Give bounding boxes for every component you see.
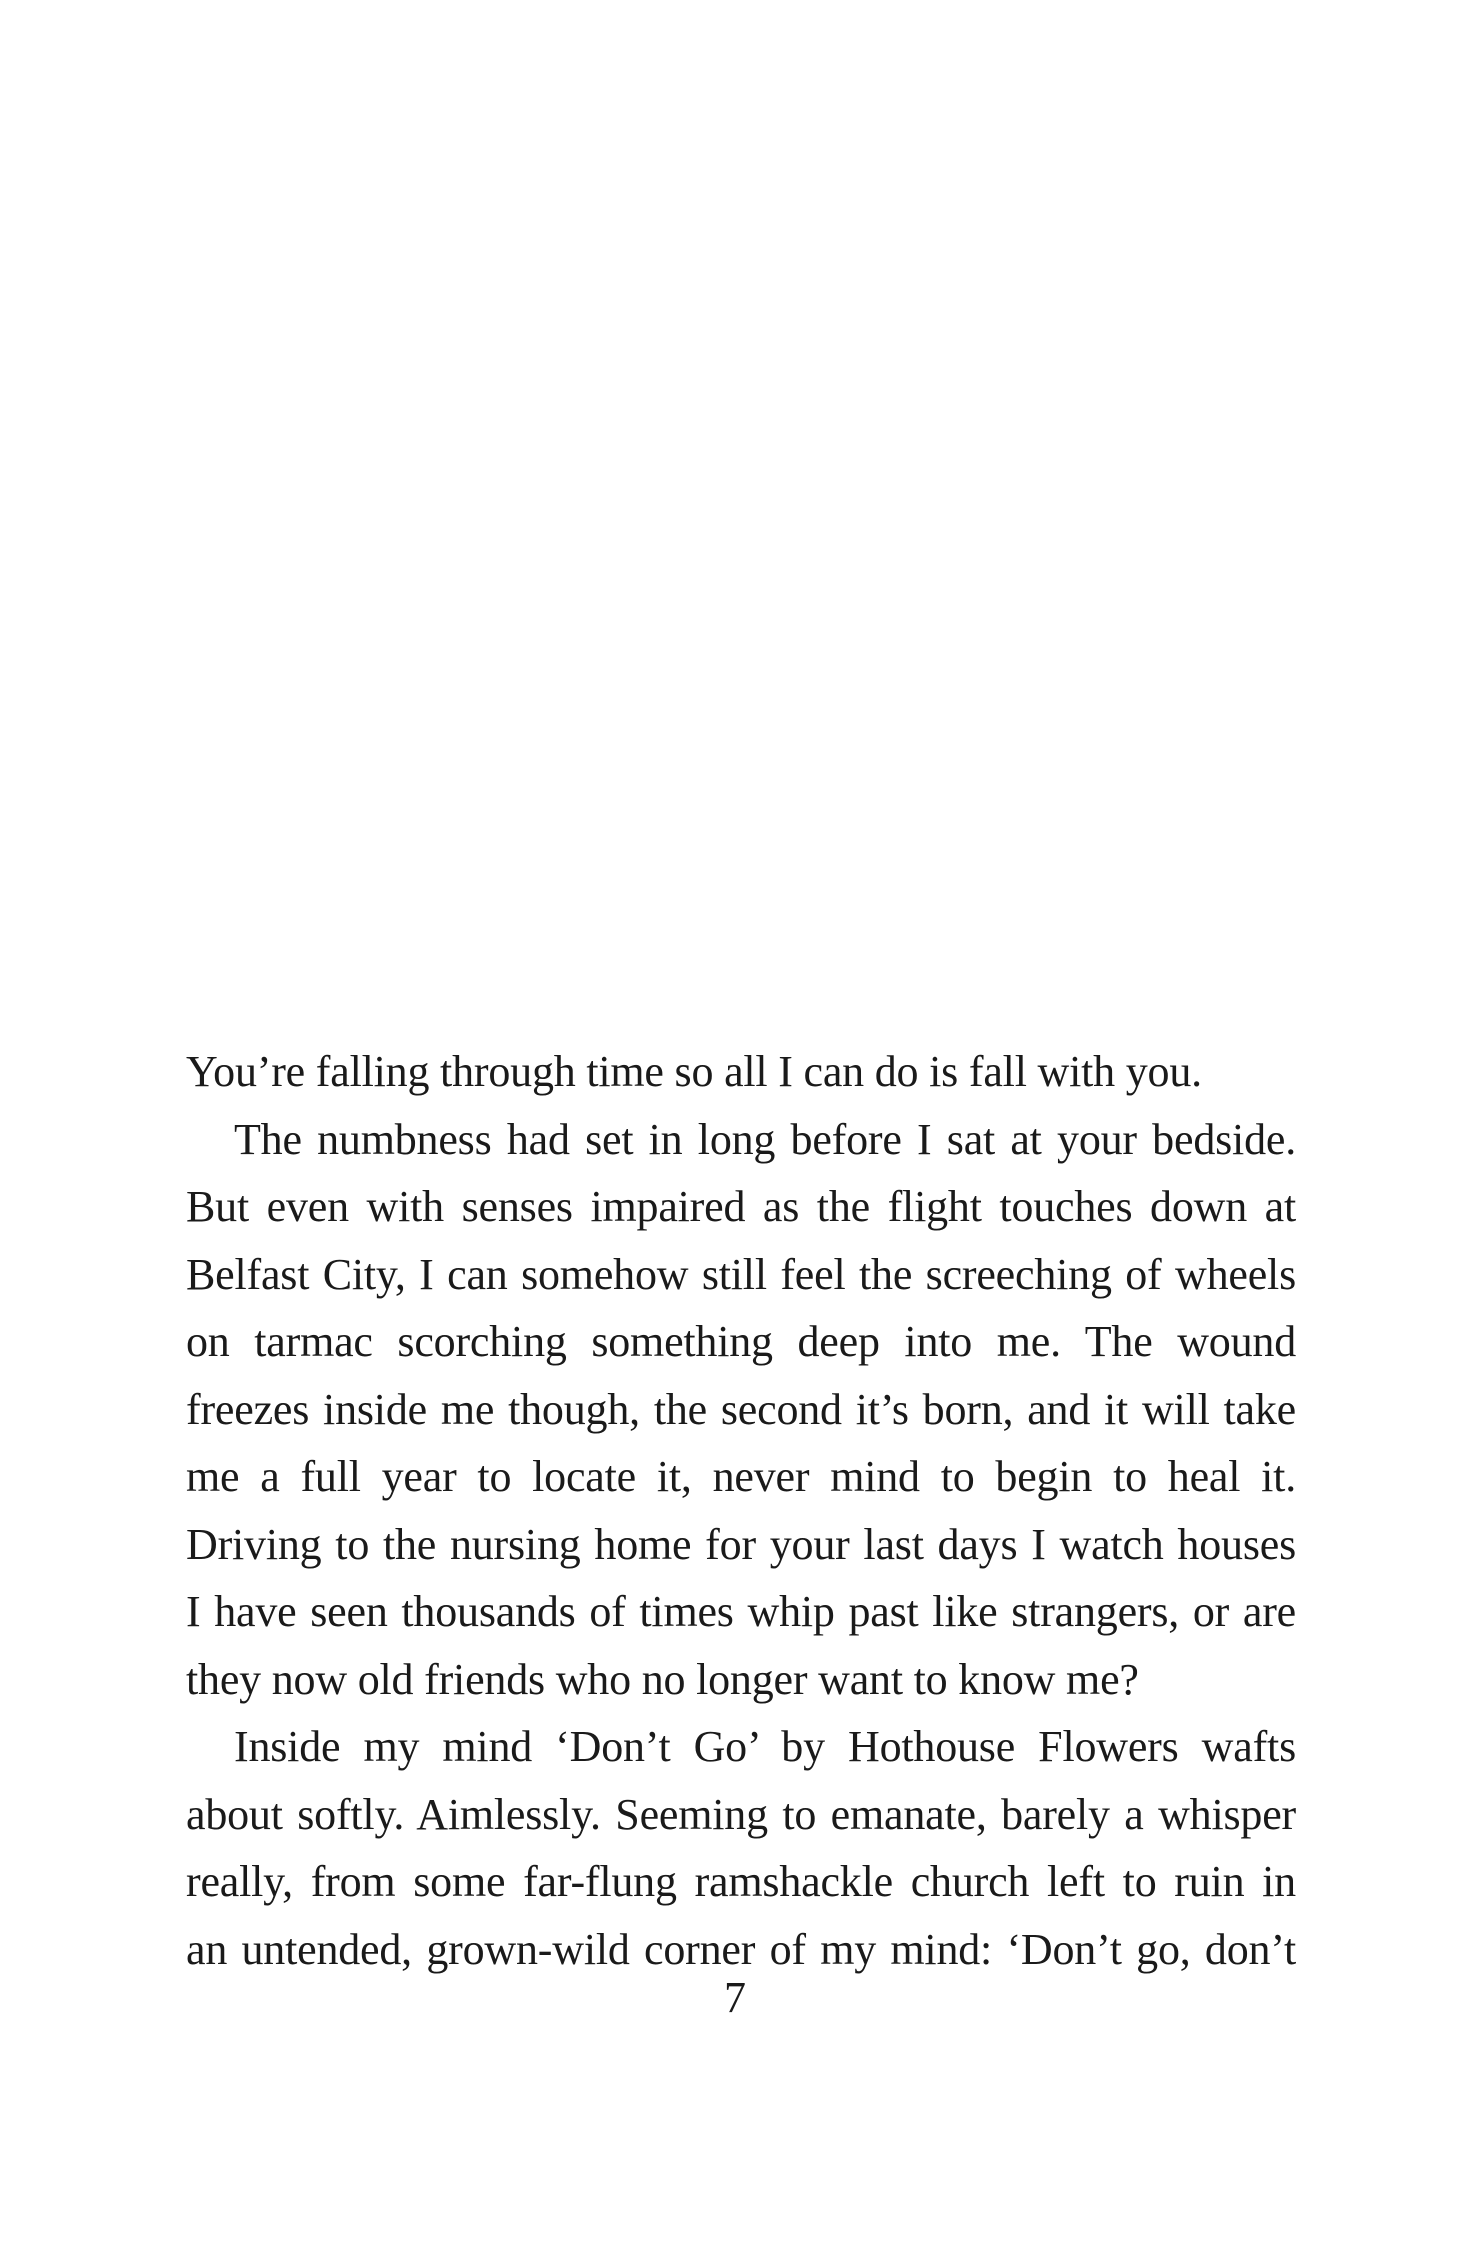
text-line: about softly. Aimlessly. Seeming to emanate, barely a whisper	[186, 1789, 1296, 1839]
paragraph-start-line: Inside my mind ‘Don’t Go’ by Hothouse Flowers wafts	[234, 1722, 1296, 1771]
text-line: an untended, grown-wild corner of my mind: ‘Don’t go, don’t	[186, 1924, 1296, 1974]
text-line: But even with senses impaired as the flight touches down at	[186, 1182, 1296, 1231]
text-line: really, from some far-flung ramshackle church left to ruin in	[186, 1857, 1296, 1906]
text-line: Belfast City, I can somehow still feel the screeching of wheels	[186, 1249, 1296, 1299]
text-line: they now old friends who no longer want to know me?	[186, 1654, 1139, 1704]
text-line: I have seen thousands of times whip past like strangers, or are	[186, 1587, 1296, 1636]
page-number: 7	[724, 1973, 746, 2022]
text-line: You’re falling through time so all I can do is fall with you.	[186, 1047, 1202, 1096]
text-line: me a full year to locate it, never mind to begin to heal it.	[186, 1452, 1296, 1501]
text-line: freezes inside me though, the second it’s born, and it will take	[186, 1384, 1296, 1434]
body-text	[186, 1038, 1296, 1983]
text-line: on tarmac scorching something deep into me. The wound	[186, 1317, 1296, 1366]
paragraph-start-line: The numbness had set in long before I sat at your bedside.	[234, 1114, 1296, 1164]
text-line: Driving to the nursing home for your last days I watch houses	[186, 1519, 1296, 1569]
